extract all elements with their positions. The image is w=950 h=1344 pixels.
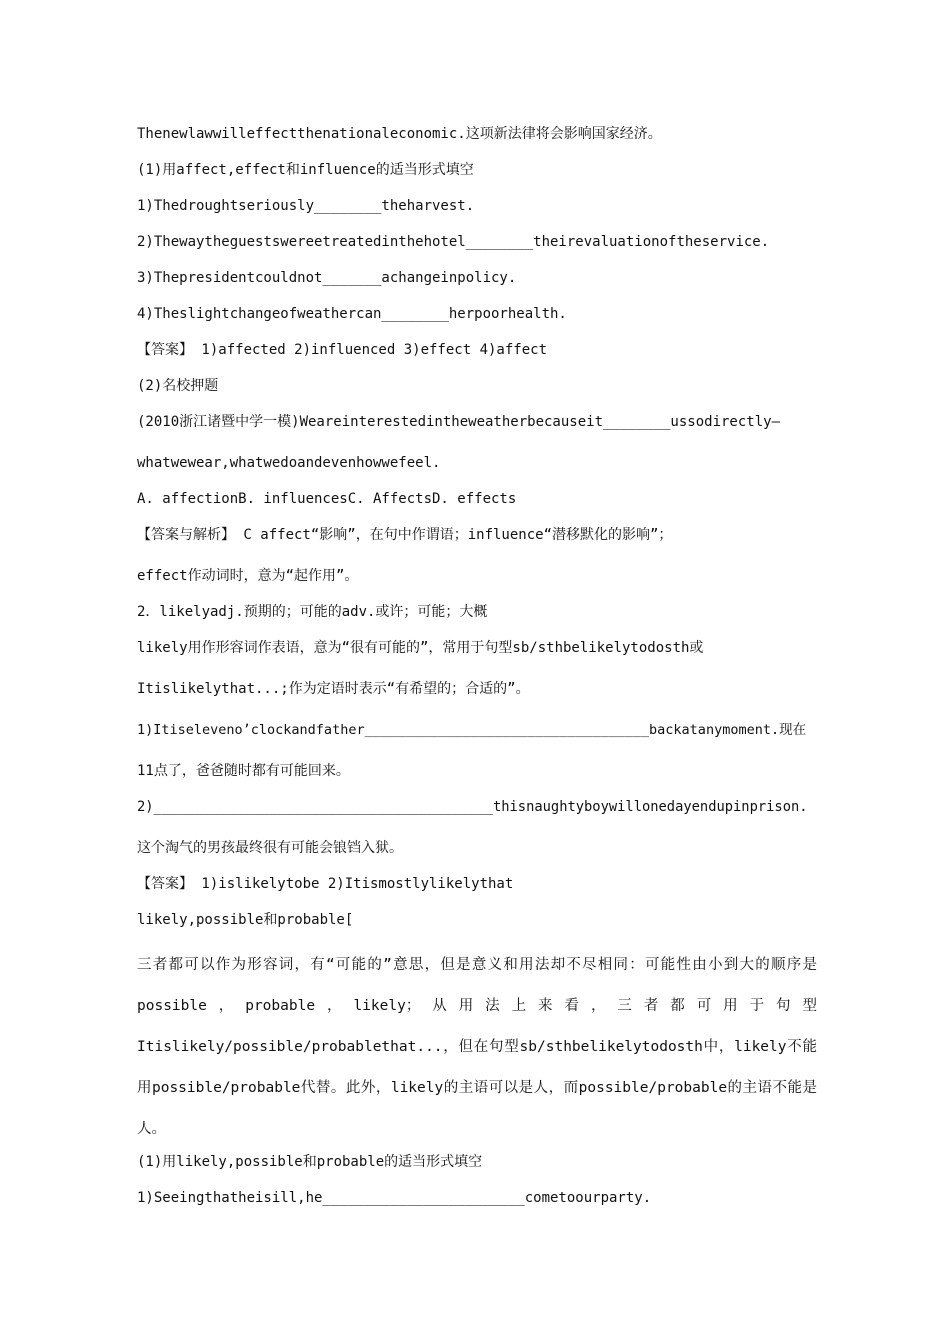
exercise-item: 2)Thewaytheguestswereetreatedinthehotel________theirevaluationoftheservice. <box>137 234 770 250</box>
comparison-paragraph: 三者都可以作为形容词，有“可能的”意思，但是意义和用法却不尽相同：可能性由小到大的顺序是possible，probable，likely；从用法上来看，三者都可用于句型Itislikely/possible/probablethat...，但在句型sb/sthbelikelytodosth中，likely不能用possible/probable代替。此外，likely的主语可以是人，而possible/probable的主语不能是人。 <box>137 956 817 1137</box>
explanation-line: effect作动词时，意为“起作用”。 <box>137 568 359 584</box>
answer-line: 【答案】 1)islikelytobe 2)Itismostlylikelythat <box>137 876 514 892</box>
exercise-heading: (1)用affect,effect和influence的适当形式填空 <box>137 162 474 178</box>
answer-line: 【答案】 1)affected 2)influenced 3)effect 4)affect <box>137 342 548 358</box>
exercise-item: 1)Seeingthatheisill,he________________________cometoourparty. <box>137 1189 652 1206</box>
exercise-heading: (1)用likely,possible和probable的适当形式填空 <box>137 1153 483 1170</box>
translation-line: 这个淘气的男孩最终很有可能会锒铛入狱。 <box>137 840 403 856</box>
usage-line: Itislikelythat...;作为定语时表示“有希望的；合适的”。 <box>137 681 530 697</box>
exercise-item: 1)Thedroughtseriously________theharvest. <box>137 198 475 214</box>
exercise-item: 3)Thepresidentcouldnot_______achangeinpolicy. <box>137 270 517 286</box>
exercise-item: 1)Itiselevenoʼclockandfather___________________________________backatanymoment.现在 <box>137 722 807 738</box>
explanation-line: 【答案与解析】 C affect“影响”，在句中作谓语；influence“潜移默化的影响”； <box>137 527 673 543</box>
exercise-item: 2)_________________________________________thisnaughtyboywillonedayendupinprison. <box>137 799 808 815</box>
options-line: A. affectionB. influencesC. AffectsD. effects <box>137 491 517 507</box>
usage-line: likely用作形容词作表语，意为“很有可能的”，常用于句型sb/sthbelikelytodosth或 <box>137 640 704 656</box>
question-line: whatwewear,whatwedoandevenhowwefeel. <box>137 455 441 471</box>
text-line: Thenewlawwilleffectthenationaleconomic.这项新法律将会影响国家经济。 <box>137 126 662 142</box>
question-line: (2010浙江诸暨中学一模)Weareinterestedintheweatherbecauseit________ussodirectly— <box>137 414 781 430</box>
section-heading: (2)名校押题 <box>137 378 219 394</box>
exercise-item: 4)Theslightchangeofweathercan________herpoorhealth. <box>137 306 567 322</box>
vocab-heading: 2．likelyadj.预期的；可能的adv.或许；可能；大概 <box>137 604 488 620</box>
document-page <box>137 124 817 1224</box>
translation-line: 11点了，爸爸随时都有可能回来。 <box>137 763 350 779</box>
comparison-heading: likely,possible和probable[ <box>137 912 354 928</box>
